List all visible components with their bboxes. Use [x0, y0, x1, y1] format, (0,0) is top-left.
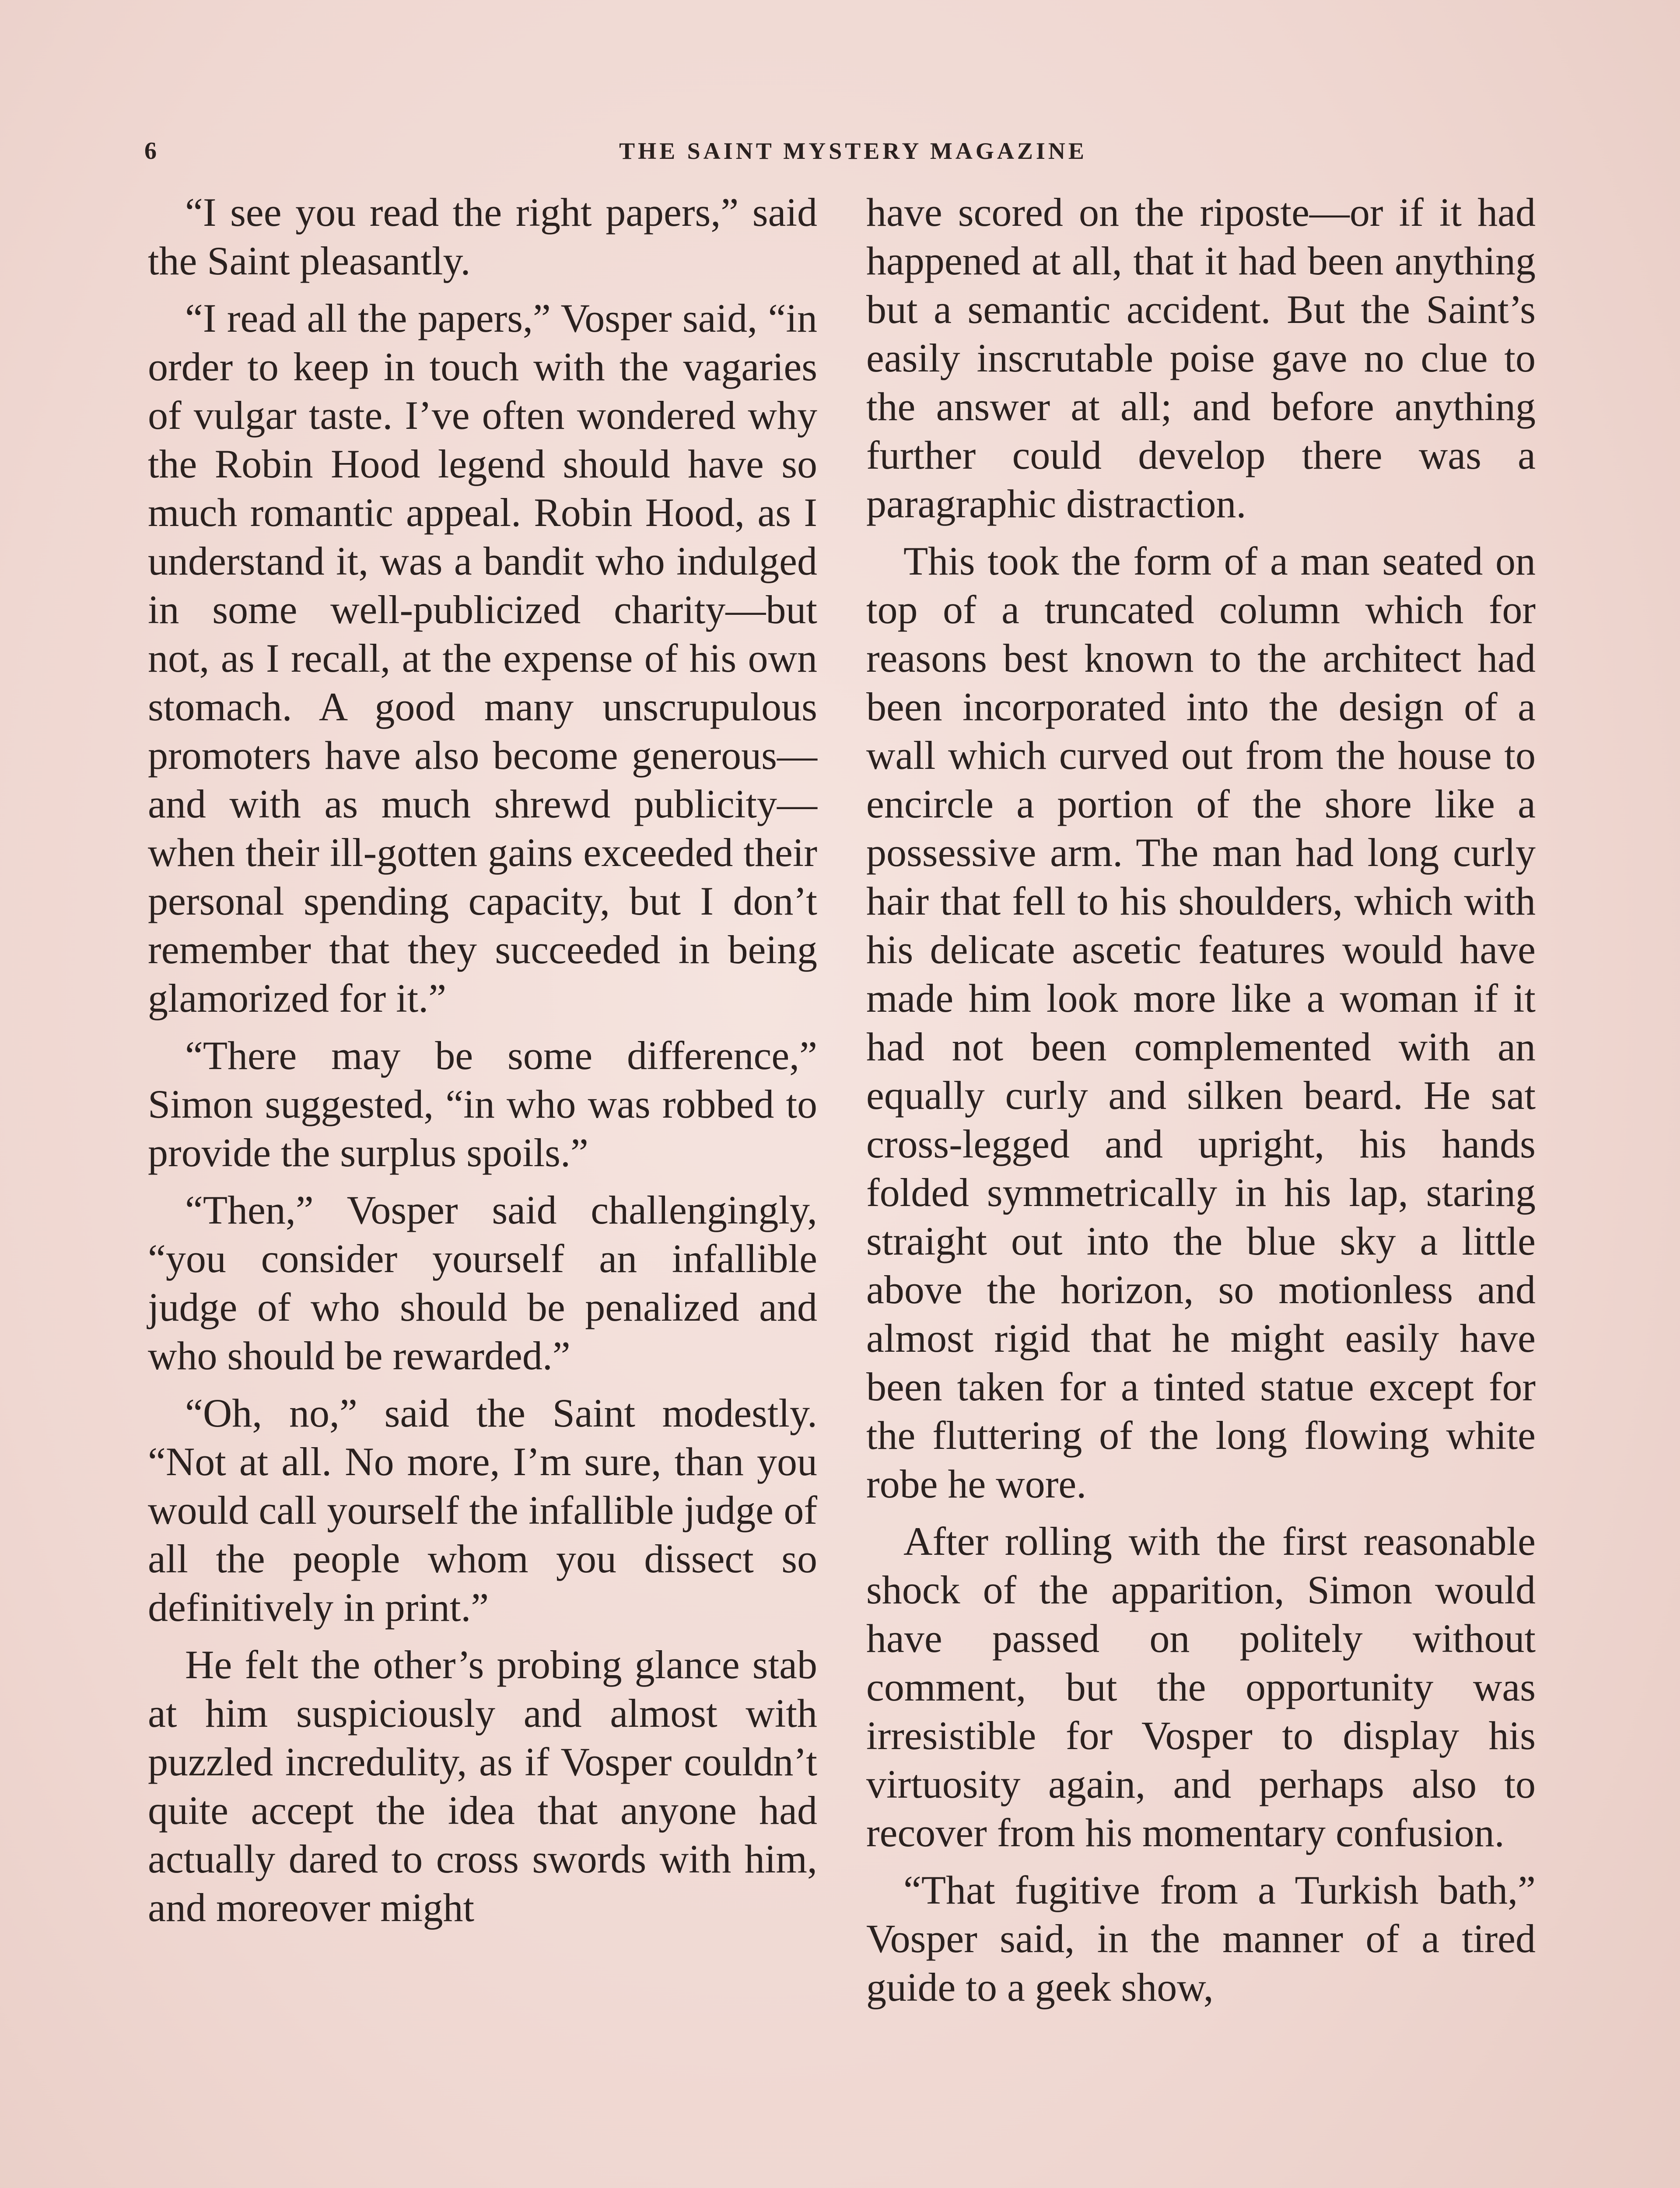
- paragraph: “Then,” Vosper said challengingly, “you consider yourself an infallible judge of who should be penalized and who should be rewarded.”: [148, 1188, 817, 1378]
- left-column: [148, 188, 817, 1941]
- paragraph: “Oh, no,” said the Saint modestly. “Not at all. No more, I’m sure, than you would call yourself the infallible judge of all the people whom you dissect so definitively in print.”: [148, 1391, 817, 1630]
- paragraph: “I read all the papers,” Vosper said, “in order to keep in touch with the vagaries of vulgar taste. I’ve often wondered why the Robin Hood legend should have so much romantic appeal. Robin Hood, as I understand it, was a bandit who indulged in some well-publicized charity—but not, as I recall, at the expense of his own stomach. A good many unscrupulous promoters have also become generous—and with as much shrewd publicity—when their ill-gotten gains exceeded their personal spending capacity, but I don’t remember that they succeeded in being glamorized for it.”: [148, 296, 817, 1020]
- paragraph: He felt the other’s probing glance stab at him suspiciously and almost with puzzled incredulity, as if Vosper couldn’t quite accept the idea that anyone had actually dared to cross swords with him, and moreover might: [148, 1642, 817, 1930]
- magazine-title: THE SAINT MYSTERY MAGAZINE: [619, 138, 1087, 164]
- paragraph: “There may be some difference,” Simon suggested, “in who was robbed to provide the surplus spoils.”: [148, 1033, 817, 1175]
- right-column: [866, 188, 1536, 2020]
- page-number: 6: [144, 137, 157, 165]
- paragraph: This took the form of a man seated on top of a truncated column which for reasons best known to the architect had been incorporated into the design of a wall which curved out from the house to encircle a portion of the shore like a possessive arm. The man had long curly hair that fell to his shoulders, which with his delicate ascetic features would have made him look more like a woman if it had not been complemented with an equally curly and silken beard. He sat cross-legged and upright, his hands folded symmetrically in his lap, staring straight out into the blue sky a little above the horizon, so motionless and almost rigid that he might easily have been taken for a tinted statue except for the fluttering of the long flowing white robe he wore.: [866, 539, 1536, 1506]
- running-head: [144, 133, 1562, 168]
- paragraph: After rolling with the first reasonable shock of the apparition, Simon would have passed on politely without comment, but the opportunity was irresistible for Vosper to display his virtuosity again, and perhaps also to recover from his momentary confusion.: [866, 1519, 1536, 1855]
- paragraph: “I see you read the right papers,” said the Saint pleasantly.: [148, 190, 817, 283]
- continued-paragraph: have scored on the riposte—or if it had happened at all, that it had been anything but a semantic accident. But the Saint’s easily inscrutable poise gave no clue to the answer at all; and before anything further could develop there was a paragraphic distraction.: [866, 190, 1536, 526]
- paragraph: “That fugitive from a Turkish bath,” Vosper said, in the manner of a tired guide to a geek show,: [866, 1868, 1536, 2009]
